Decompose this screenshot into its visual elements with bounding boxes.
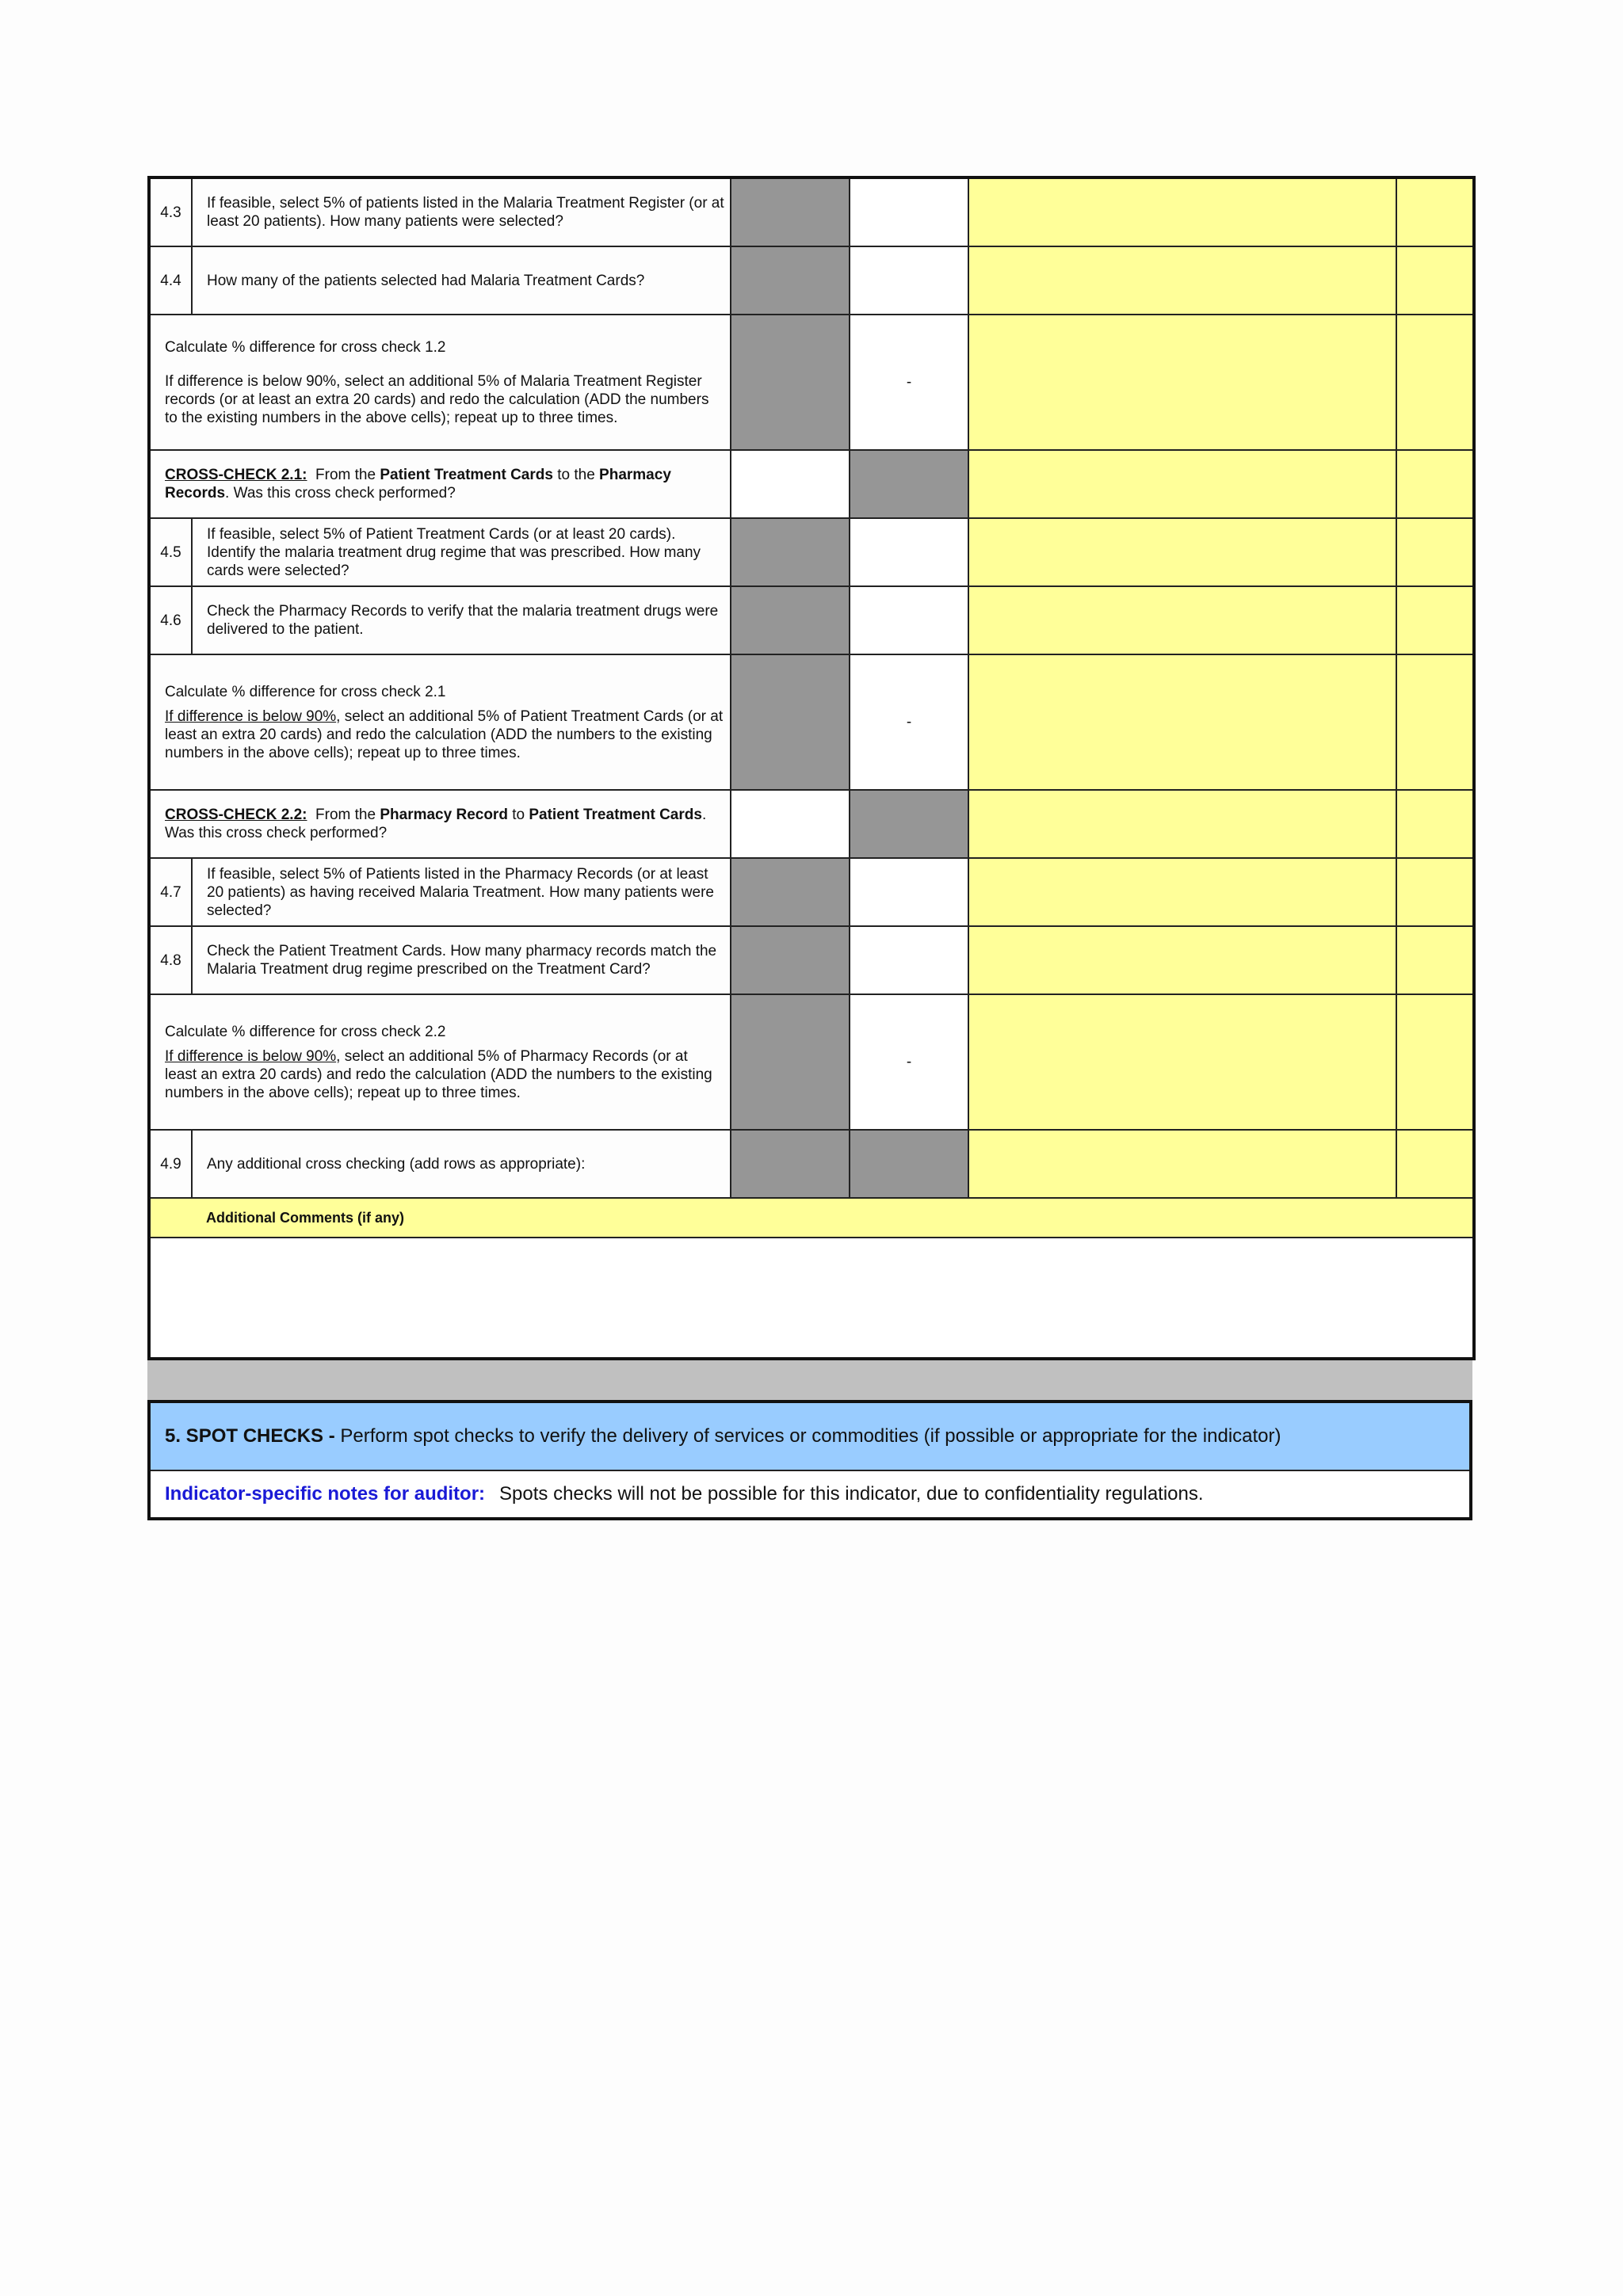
auditor-notes-text: Spots checks will not be possible for this indicator, due to confidentiality regulations. <box>499 1483 1204 1505</box>
calc-threshold: If difference is below 90% <box>165 1047 337 1065</box>
table-row <box>149 654 1474 790</box>
cc-text: From the <box>315 467 376 483</box>
calc-result: - <box>850 315 968 450</box>
section-separator <box>147 1360 1472 1400</box>
cc-text: . Was this cross check performed? <box>165 807 707 841</box>
reviewer-comments-cell[interactable] <box>968 926 1396 994</box>
reviewer-comments-cell[interactable] <box>968 858 1396 926</box>
row-number: 4.6 <box>149 586 192 654</box>
row-number: 4.8 <box>149 926 192 994</box>
cc-text: . Was this cross check performed? <box>225 485 456 502</box>
audit-sheet <box>147 176 1472 1520</box>
question-text: If feasible, select 5% of Patients listed in the Pharmacy Records (or at least 20 patients) as having received Malaria Treatment. How many patients were selected? <box>192 858 731 926</box>
answer-cell[interactable] <box>731 450 850 518</box>
grey-cell <box>731 518 850 586</box>
reviewer-comments-cell[interactable] <box>968 450 1396 518</box>
score-cell[interactable] <box>1396 1130 1474 1198</box>
table-row <box>149 315 1474 450</box>
score-cell[interactable] <box>1396 994 1474 1130</box>
grey-cell <box>731 994 850 1130</box>
answer-cell[interactable] <box>850 246 968 315</box>
table-row <box>149 450 1474 518</box>
calc-result: - <box>850 994 968 1130</box>
table-row <box>149 1130 1474 1198</box>
question-text: How many of the patients selected had Malaria Treatment Cards? <box>192 246 731 315</box>
answer-cell[interactable] <box>850 586 968 654</box>
grey-cell <box>731 177 850 246</box>
grey-cell <box>731 246 850 315</box>
question-text: If feasible, select 5% of Patient Treatment Cards (or at least 20 cards). Identify the malaria treatment drug regime that was prescribed. How many cards were selected? <box>192 518 731 586</box>
answer-cell[interactable] <box>731 790 850 858</box>
calc-body <box>165 707 724 762</box>
answer-cell[interactable] <box>850 926 968 994</box>
table-row <box>149 994 1474 1130</box>
row-number: 4.3 <box>149 177 192 246</box>
comments-input[interactable] <box>149 1238 1474 1359</box>
auditor-notes <box>149 1470 1471 1519</box>
calculation-instructions <box>149 994 731 1130</box>
answer-cell[interactable] <box>850 518 968 586</box>
spot-checks-title: 5. SPOT CHECKS - <box>165 1425 335 1447</box>
calc-result: - <box>850 654 968 790</box>
calc-body <box>165 1047 724 1102</box>
calc-body-text: , select an additional 5% of Patient Treatment Cards (or at least an extra 20 cards) and redo the calculation (ADD the numbers to the existing numbers in the above cells); repeat up to three times. <box>165 707 724 761</box>
table-row <box>149 177 1474 246</box>
cc-text: to <box>512 807 525 823</box>
grey-cell <box>731 654 850 790</box>
grey-cell <box>850 790 968 858</box>
table-row <box>149 246 1474 315</box>
question-text: Any additional cross checking (add rows as appropriate): <box>192 1130 731 1198</box>
calculation-instructions <box>149 315 731 450</box>
grey-cell <box>850 450 968 518</box>
cross-check-header <box>149 790 731 858</box>
score-cell[interactable] <box>1396 246 1474 315</box>
table-row <box>149 518 1474 586</box>
cc-target: Pharmacy Records <box>165 467 671 502</box>
table-row <box>149 858 1474 926</box>
cc-text: From the <box>315 807 376 823</box>
row-number: 4.7 <box>149 858 192 926</box>
score-cell[interactable] <box>1396 450 1474 518</box>
reviewer-comments-cell[interactable] <box>968 1130 1396 1198</box>
cc-target: Patient Treatment Cards <box>529 807 702 823</box>
grey-cell <box>731 315 850 450</box>
score-cell[interactable] <box>1396 518 1474 586</box>
spot-checks-description: Perform spot checks to verify the delivery of services or commodities (if possible or appropriate for the indicator) <box>334 1425 1281 1447</box>
spot-checks-heading <box>149 1402 1471 1470</box>
comments-header-row <box>149 1198 1474 1238</box>
answer-cell[interactable] <box>850 177 968 246</box>
grey-cell <box>850 1130 968 1198</box>
calc-body-text: , select an additional 5% of Pharmacy Records (or at least an extra 20 cards) and redo the calculation (ADD the numbers to the existing numbers in the above cells); repeat up to three times. <box>165 1047 712 1101</box>
calc-title: Calculate % difference for cross check 2.1 <box>165 683 446 700</box>
calc-title: Calculate % difference for cross check 1.2 <box>165 338 446 356</box>
calc-body: If difference is below 90%, select an additional 5% of Malaria Treatment Register records (or at least an extra 20 cards) and redo the calculation (ADD the numbers to the existing numbers in the above cells); repeat up to three times. <box>165 372 709 426</box>
grey-cell <box>731 926 850 994</box>
reviewer-comments-cell[interactable] <box>968 790 1396 858</box>
reviewer-comments-cell[interactable] <box>968 654 1396 790</box>
score-cell[interactable] <box>1396 315 1474 450</box>
reviewer-comments-cell[interactable] <box>968 315 1396 450</box>
score-cell[interactable] <box>1396 654 1474 790</box>
question-text: Check the Pharmacy Records to verify that the malaria treatment drugs were delivered to the patient. <box>192 586 731 654</box>
cross-check-label: CROSS-CHECK 2.2: <box>165 807 307 823</box>
cross-check-label: CROSS-CHECK 2.1: <box>165 467 307 483</box>
calc-threshold: If difference is below 90% <box>165 707 337 725</box>
question-text: Check the Patient Treatment Cards. How many pharmacy records match the Malaria Treatment drug regime prescribed on the Treatment Card? <box>192 926 731 994</box>
score-cell[interactable] <box>1396 926 1474 994</box>
auditor-notes-label: Indicator-specific notes for auditor: <box>165 1483 486 1505</box>
grey-cell <box>731 858 850 926</box>
question-text: If feasible, select 5% of patients listed in the Malaria Treatment Register (or at least 20 patients). How many patients were selected? <box>192 177 731 246</box>
table-row <box>149 586 1474 654</box>
row-number: 4.5 <box>149 518 192 586</box>
answer-cell[interactable] <box>850 858 968 926</box>
calculation-instructions <box>149 654 731 790</box>
reviewer-comments-cell[interactable] <box>968 586 1396 654</box>
score-cell[interactable] <box>1396 790 1474 858</box>
reviewer-comments-cell[interactable] <box>968 994 1396 1130</box>
reviewer-comments-cell[interactable] <box>968 518 1396 586</box>
comments-spacer <box>149 1198 192 1238</box>
cross-check-table <box>147 176 1476 1360</box>
cc-source: Pharmacy Record <box>380 807 508 823</box>
grey-cell <box>731 1130 850 1198</box>
cc-text: to the <box>557 467 595 483</box>
score-cell[interactable] <box>1396 177 1474 246</box>
cross-check-header <box>149 450 731 518</box>
row-number: 4.4 <box>149 246 192 315</box>
score-cell[interactable] <box>1396 858 1474 926</box>
grey-cell <box>731 586 850 654</box>
table-row <box>149 926 1474 994</box>
cc-source: Patient Treatment Cards <box>380 467 553 483</box>
row-number: 4.9 <box>149 1130 192 1198</box>
comments-body-row <box>149 1238 1474 1359</box>
calc-title: Calculate % difference for cross check 2.2 <box>165 1023 446 1040</box>
comments-label: Additional Comments (if any) <box>192 1198 1474 1238</box>
table-row <box>149 790 1474 858</box>
reviewer-comments-cell[interactable] <box>968 246 1396 315</box>
reviewer-comments-cell[interactable] <box>968 177 1396 246</box>
score-cell[interactable] <box>1396 586 1474 654</box>
spot-checks-section <box>147 1400 1472 1520</box>
